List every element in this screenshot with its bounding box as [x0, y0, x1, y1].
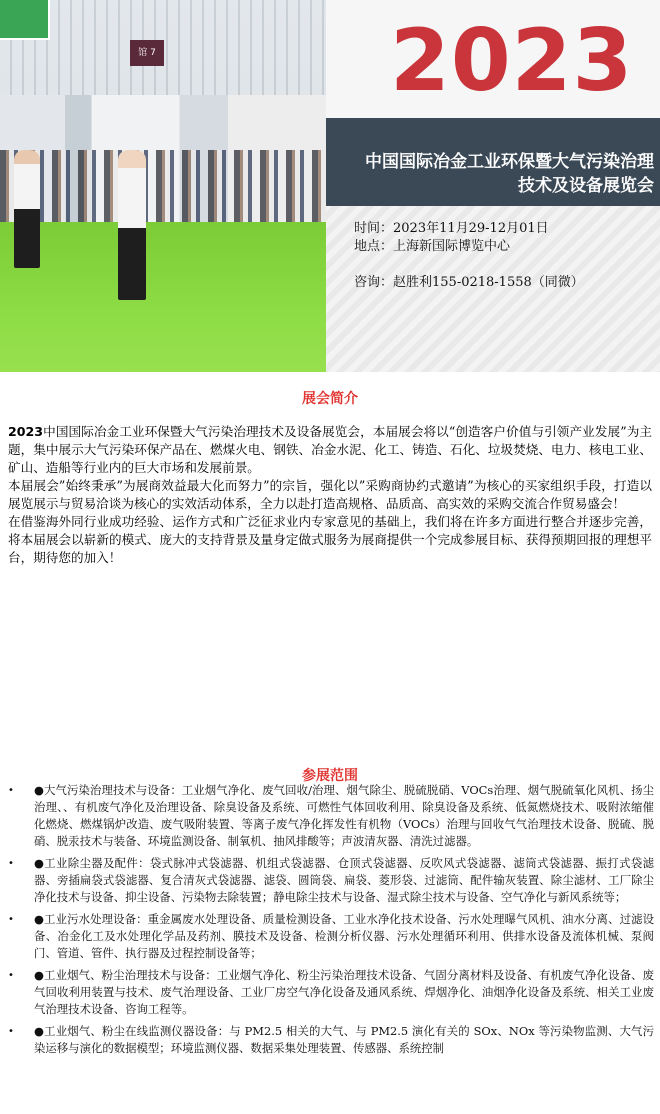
hero-banner — [0, 0, 660, 372]
intro-heading: 展会简介 — [302, 391, 358, 407]
title-panel — [326, 0, 660, 372]
intro-paragraph-1: 2023中国国际冶金工业环保暨大气污染治理技术及设备展览会，本届展会将以“创造客户价值与引领产业发展”为主题，集中展示大气污染环保产品在、燃煤火电、钢铁、冶金水泥、化工、铸造、石化、垃圾焚烧、电力、核电工业、矿山、造船等行业内的巨大市场和发展前景。 — [8, 424, 652, 475]
hall-number-sign: 馆 7 — [130, 40, 164, 66]
event-contact: 咨询：赵胜利155-0218-1558（同微） — [354, 275, 584, 290]
event-title-line1: 中国国际冶金工业环保暨大气污染治理 — [365, 152, 654, 172]
list-item: • ●工业污水处理设备：重金属废水处理设备、质量检测设备、工业水净化技术设备、污水处理曝气风机、油水分离、过滤设备、冶金化工及水处理化学品及药剂、膜技术及设备、检测分析仪器、污水处理循环利用、供排水设备及流体机械、泵阀门、管道、管件、执行器及过程控制设备等； — [8, 912, 654, 960]
event-title-line2: 技术及设备展览会 — [518, 176, 654, 196]
list-item: • ●工业烟气、粉尘在线监测仪器设备：与 PM2.5 相关的大气、与 PM2.5 演化有关的 SOx、NOx 等污染物监测、大气污染运移与演化的数据模型；环境监测仪器、数据采集处理装置、传感器、系统控制 — [8, 1024, 654, 1055]
intro-paragraph-3: 在借鉴海外同行业成功经验、运作方式和广泛征求业内专家意见的基础上，我们将在许多方面进行整合并逐步完善，将本届展会以崭新的模式、庞大的支持背景及量身定做式服务为展商提供一个完成参展目标、获得预期回报的理想平台，期待您的加入！ — [8, 514, 652, 565]
list-item: • ●工业除尘器及配件：袋式脉冲式袋滤器、机组式袋滤器、仓顶式袋滤器、反吹风式袋滤器、滤筒式袋滤器、振打式袋滤器、旁插扁袋式袋滤器、复合清灰式袋滤器、滤袋、圆筒袋、扁袋、菱形袋、过滤筒、配件输灰装置、除尘滤材、工厂除尘净化技术与设备、抑尘设备、污染物去除装置；静电除尘技术与设备、湿式除尘技术与设备、空气净化与新风系统等； — [8, 856, 654, 904]
green-carpet — [0, 222, 326, 372]
intro-year: 2023 — [8, 424, 44, 439]
exhibition-hall-photo — [0, 0, 326, 372]
list-item: • ●大气污染治理技术与设备：工业烟气净化、废气回收/治理、烟气除尘、脱硫脱硝、VOCs治理、烟气脱硫氧化风机、扬尘治理、、有机废气净化及治理设备、除臭设备及系统、可燃性气体回收利用、除臭设备及系统、低氮燃烧技术、吸附浓缩催化燃烧、燃煤锅炉改造、废气吸附装置、等离子废气净化挥发性有机物（VOCs）治理与回收气气治理技术设备、脱硫、脱硝、脱汞技术与装备、环境监测设备、制氧机、抽风排酸等；声波清灰器、清洗过滤器。 — [8, 783, 654, 848]
intro-paragraph-2: 本届展会”始终秉承”为展商效益最大化而努力”的宗旨，强化以”采购商协约式邀请”为核心的买家组织手段，打造以展览展示与贸易洽谈为核心的实效活动体系，全力以赴打造高规格、品质高、高实效的采购交流合作贸易盛会！ — [8, 478, 652, 511]
green-signboard — [0, 0, 50, 40]
event-title-bar — [326, 118, 660, 206]
intro-text — [8, 423, 652, 567]
event-year: 2023 — [390, 11, 634, 111]
visitor-figure — [14, 150, 40, 268]
visitor-figure-center — [118, 150, 146, 300]
event-time: 时间：2023年11月29-12月01日 — [354, 221, 549, 236]
list-item: • ●工业烟气、粉尘治理技术与设备：工业烟气净化、粉尘污染治理技术设备、气固分离材料及设备、有机废气净化设备、废气回收利用装置与技术、废气治理设备、工业厂房空气净化设备及通风系统、焊烟净化、油烟净化设备及系统、相关工业废气治理技术设备、咨询工程等。 — [8, 968, 654, 1016]
event-venue: 地点：上海新国际博览中心 — [354, 239, 511, 254]
scope-heading: 参展范围 — [302, 768, 358, 784]
scope-list — [0, 782, 660, 1062]
